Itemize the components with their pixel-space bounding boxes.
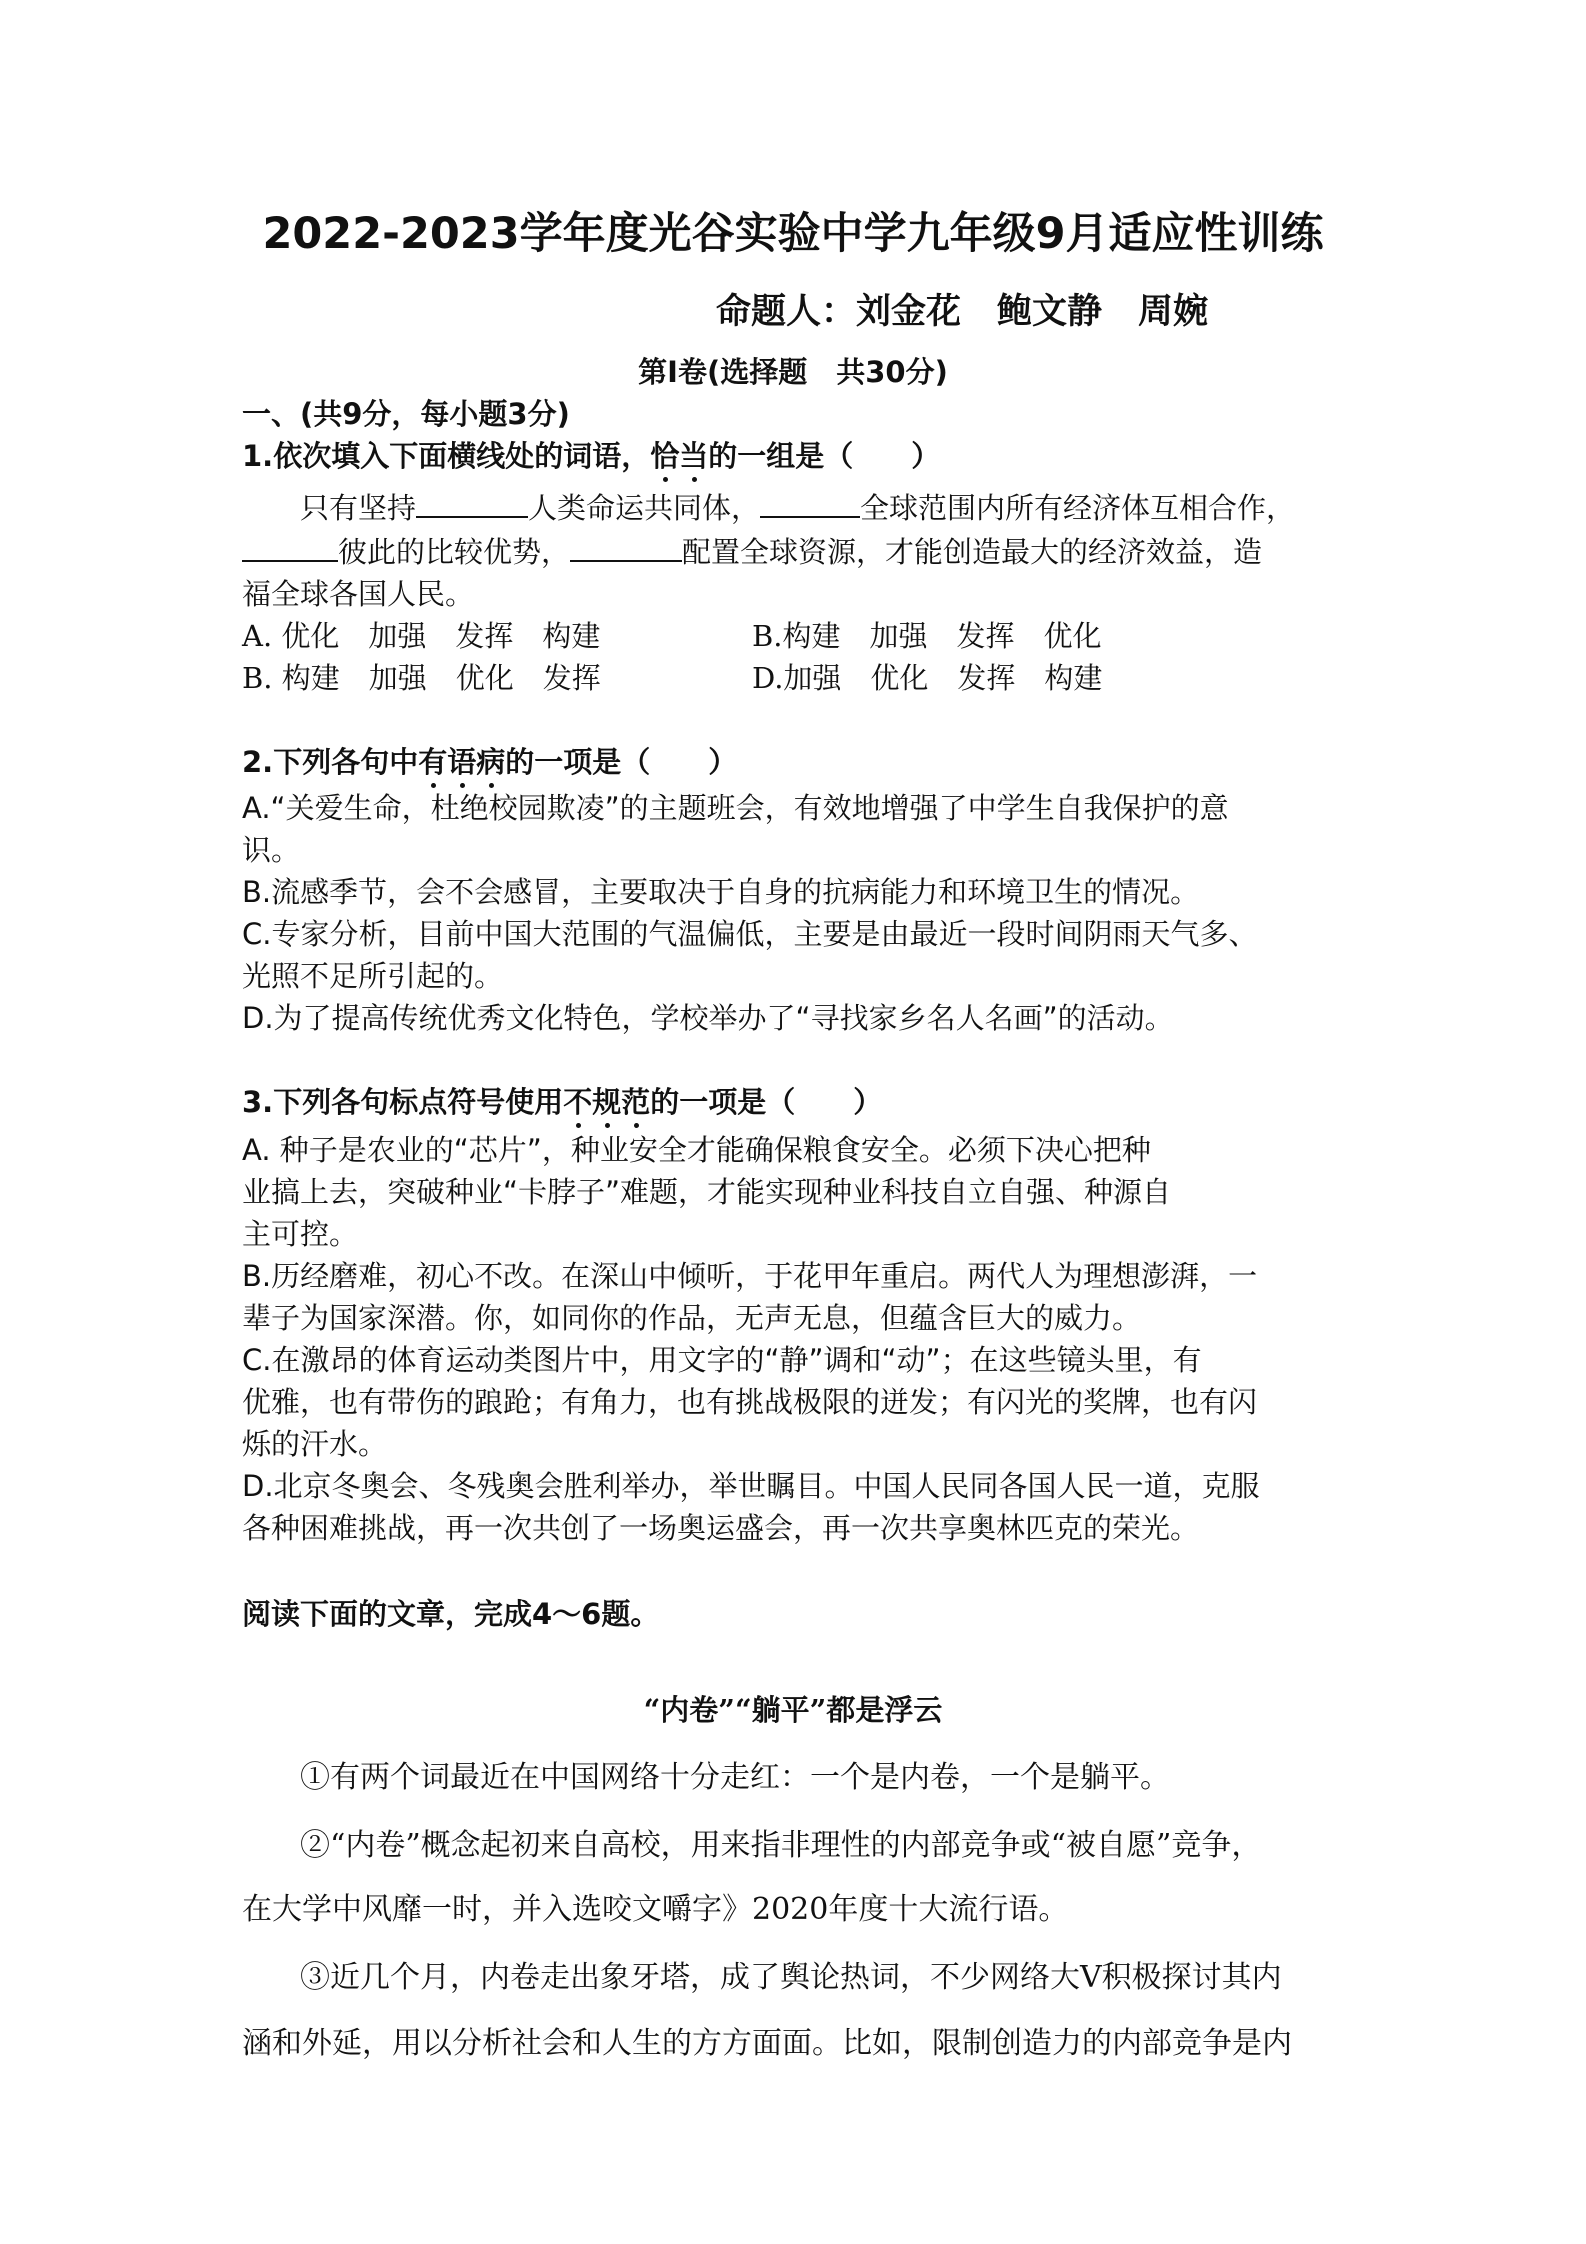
q1-blank-2 <box>760 488 860 518</box>
q2-option-a-line-1: A.“关爱生命，杜绝校园欺凌”的主题班会，有效地增强了中学生自我保护的意 <box>242 791 1229 825</box>
article-paragraph-3-line-2: 涵和外延，用以分析社会和人生的方方面面。比如，限制创造力的内部竞争是内 <box>242 2026 1292 2061</box>
q3-option-c-line-3: 烁的汗水。 <box>242 1427 388 1461</box>
q1-blank-3 <box>242 532 338 562</box>
q1-blank-1 <box>416 488 528 518</box>
q1-stem: 1.依次填入下面横线处的词语，恰当的一组是（ ） <box>242 439 941 473</box>
reading-instruction: 阅读下面的文章，完成4～6题。 <box>242 1597 660 1631</box>
q2-option-a-line-2: 识。 <box>242 833 301 867</box>
q3-stem: 3.下列各句标点符号使用不规范的一项是（ ） <box>242 1085 883 1119</box>
q2-option-d: D.为了提高传统优秀文化特色，学校举办了“寻找家乡名人名画”的活动。 <box>242 1001 1174 1035</box>
author-1: 刘金花 <box>856 292 962 332</box>
q1-option-b-right: B.构建 加强 发挥 优化 <box>752 619 1102 653</box>
q2-option-c-line-1: C.专家分析，目前中国大范围的气温偏低，主要是由最近一段时间阴雨天气多、 <box>242 917 1258 951</box>
q1-text-line-1: 只有坚持 人类命运共同体， 全球范围内所有经济体互相合作， <box>300 486 1295 527</box>
q1-option-d: D.加强 优化 发挥 构建 <box>752 661 1103 695</box>
q3-option-d-line-2: 各种困难挑战，再一次共创了一场奥运盛会，再一次共享奥林匹克的荣光。 <box>242 1511 1200 1545</box>
exam-title: 2022-2023学年度光谷实验中学九年级9月适应性训练 <box>262 209 1324 259</box>
q1-blank-4 <box>570 532 682 562</box>
author-label: 命题人： <box>716 292 857 332</box>
q2-option-b: B.流感季节，会不会感冒，主要取决于自身的抗病能力和环境卫生的情况。 <box>242 875 1200 909</box>
q3-option-c-line-1: C.在激昂的体育运动类图片中，用文字的“静”调和“动”；在这些镜头里，有 <box>242 1343 1202 1377</box>
q2-emphasis: 有语病 <box>418 745 506 779</box>
article-title: “内卷”“躺平”都是浮云 <box>643 1693 943 1727</box>
q3-option-a-line-2: 业搞上去，突破种业“卡脖子”难题，才能实现种业科技自立自强、种源自 <box>242 1175 1172 1209</box>
q3-option-a-line-1: A. 种子是农业的“芯片”，种业安全才能确保粮食安全。必须下决心把种 <box>242 1133 1151 1167</box>
q3-option-b-line-1: B.历经磨难，初心不改。在深山中倾听，于花甲年重启。两代人为理想澎湃，一 <box>242 1259 1258 1293</box>
q1-emphasis: 恰当 <box>650 439 709 473</box>
q3-emphasis: 不规范 <box>563 1085 651 1119</box>
article-paragraph-3-line-1: ③近几个月，内卷走出象牙塔，成了舆论热词，不少网络大V积极探讨其内 <box>300 1960 1282 1995</box>
q3-option-b-line-2: 辈子为国家深潜。你，如同你的作品，无声无息，但蕴含巨大的威力。 <box>242 1301 1142 1335</box>
author-line <box>716 284 1208 334</box>
q3-option-d-line-1: D.北京冬奥会、冬残奥会胜利举办，举世瞩目。中国人民同各国人民一道，克服 <box>242 1469 1260 1503</box>
q2-option-c-line-2: 光照不足所引起的。 <box>242 959 504 993</box>
q3-option-a-line-3: 主可控。 <box>242 1217 359 1251</box>
author-2: 鲍文静 <box>997 292 1103 332</box>
q3-option-c-line-2: 优雅，也有带伤的踉跄；有角力，也有挑战极限的迸发；有闪光的奖牌，也有闪 <box>242 1385 1258 1419</box>
q1-text-line-2: 彼此的比较优势， 配置全球资源，才能创造最大的经济效益，造 <box>242 530 1262 571</box>
q1-option-a: A. 优化 加强 发挥 构建 <box>242 619 601 653</box>
q1-text-line-3: 福全球各国人民。 <box>242 577 475 611</box>
article-paragraph-2-line-2: 在大学中风靡一时，并入选咬文嚼字》2020年度十大流行语。 <box>242 1892 1069 1927</box>
author-3: 周婉 <box>1138 292 1209 332</box>
article-paragraph-1: ①有两个词最近在中国网络十分走红：一个是内卷，一个是躺平。 <box>300 1760 1170 1795</box>
q2-stem: 2.下列各句中有语病的一项是（ ） <box>242 745 738 779</box>
section-heading: 第Ⅰ卷(选择题 共30分) <box>638 355 948 389</box>
part1-heading: 一、(共9分，每小题3分) <box>242 397 570 431</box>
article-paragraph-2-line-1: ②“内卷”概念起初来自高校，用来指非理性的内部竞争或“被自愿”竞争， <box>300 1828 1262 1863</box>
q1-option-b-left: B. 构建 加强 优化 发挥 <box>242 661 601 695</box>
